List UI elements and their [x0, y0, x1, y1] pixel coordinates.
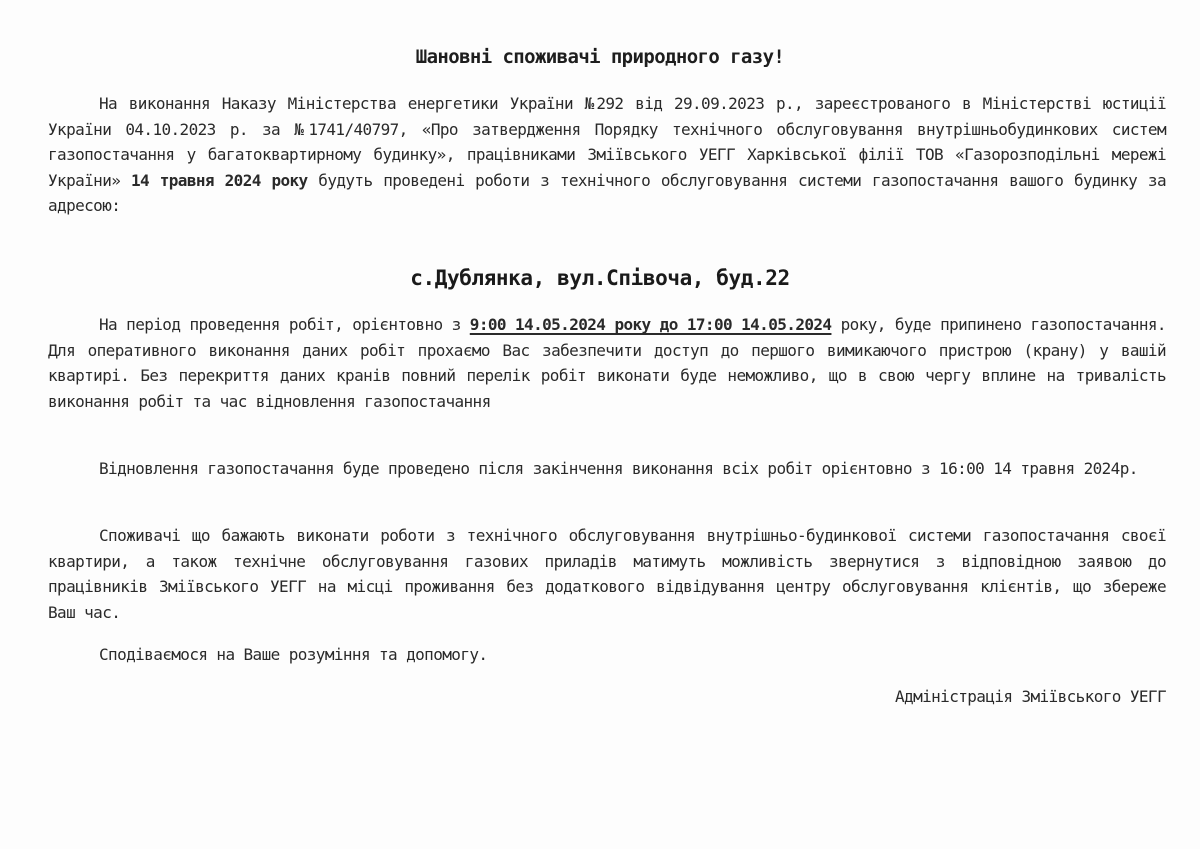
restoration-paragraph: Відновлення газопостачання буде проведено після закінчення виконання всіх робіт орієнтовно з 16:00 14 травня 2024р. — [99, 459, 1138, 478]
work-date: 14 травня 2024 року — [130, 170, 308, 190]
signature: Адміністрація Зміївського УЕГГ — [895, 687, 1166, 706]
notice-title: Шановні споживачі природного газу! — [415, 46, 785, 68]
outage-text-part2: року, буде припинено газопостачання. Для оперативного виконання даних робіт прохаємо Вас забезпечити доступ до першого вимикаючого пристрою (крану) у вашій квартирі. Без перекриття даних кранів повний перелік робіт виконати буде неможливо, що в свою чергу вплине на тривалість виконання робіт та час відновлення газопостачання — [48, 315, 1166, 411]
maintenance-offer-paragraph: Споживачі що бажають виконати роботи з технічного обслуговування внутрішньо-будинкової системи газопостачання своєї квартири, а також технічне обслуговування газових приладів матимуть можливість звернутися з відповідною заявою до працівників Зміївського УЕГГ на місці проживання без додаткового відвідування центру обслуговування клієнтів, що збереже Ваш час. — [48, 526, 1166, 622]
intro-paragraph — [48, 91, 1166, 219]
intro-text-part2: будуть проведені роботи з технічного обслуговування системи газопостачання вашого будинку за адресою: — [48, 170, 1166, 215]
intro-text-part1: На виконання Наказу Міністерства енергетики України №292 від 29.09.2023 р., зареєстрованого в Міністерстві юстиції України 04.10.2023 р. за №1741/40797, «Про затвердження Порядку технічного обслуговування внутрішньобудинкових систем газопостачання у багатоквартирному будинку», працівниками Зміївського УЕГГ Харківської філії ТОВ «Газорозподільні мережі України» — [48, 94, 1166, 190]
outage-period: 9:00 14.05.2024 року до 17:00 14.05.2024 — [469, 315, 832, 334]
building-address: с.Дублянка, вул.Співоча, буд.22 — [410, 266, 790, 290]
outage-paragraph — [48, 312, 1166, 414]
closing-paragraph: Сподіваємося на Ваше розуміння та допомогу. — [99, 645, 488, 664]
outage-text-part1: На період проведення робіт, орієнтовно з — [99, 315, 461, 334]
